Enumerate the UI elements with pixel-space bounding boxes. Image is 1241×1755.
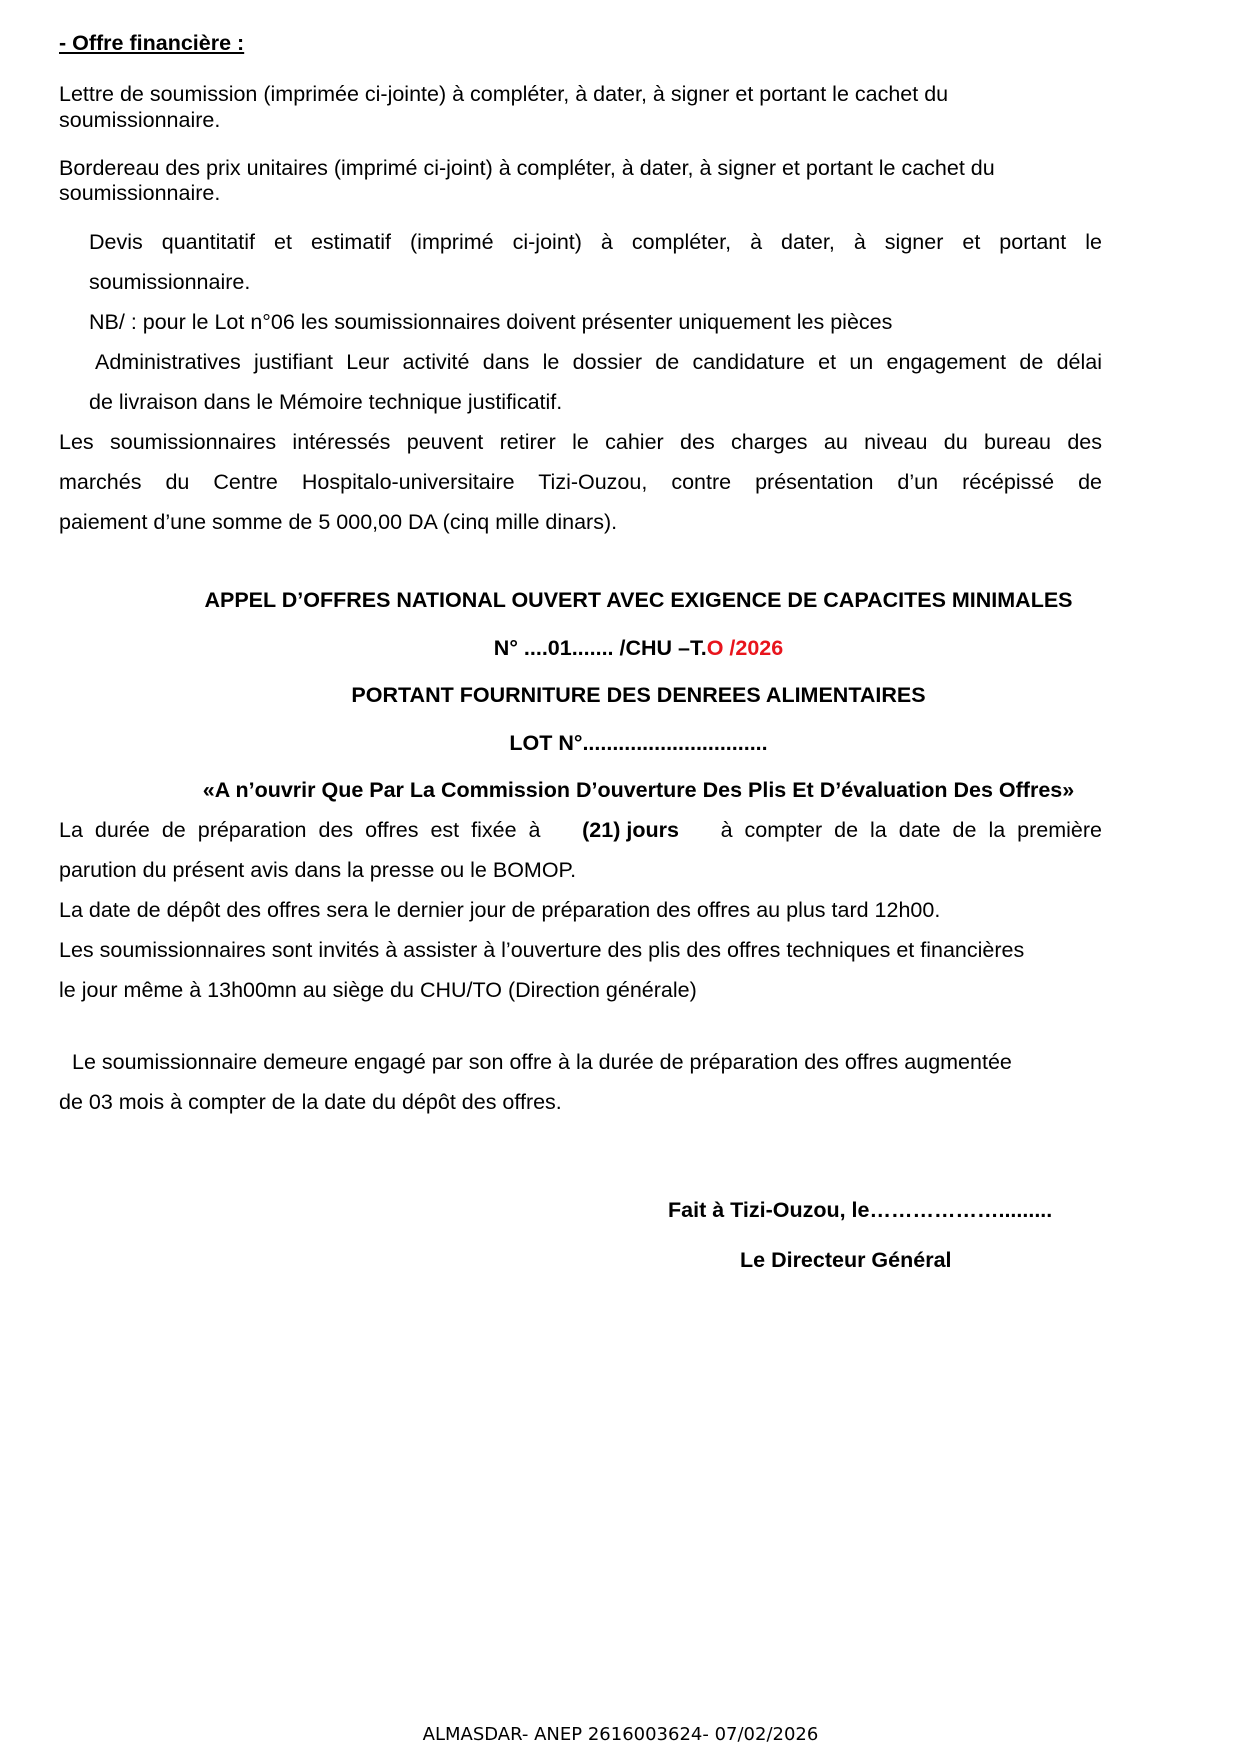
bordereau-line-2: soumissionnaire. — [59, 181, 221, 205]
duree-text-b: à compter de la date de la première — [720, 818, 1102, 842]
ouverture-line-2: le jour même à 13h00mn au siège du CHU/TO (Direction générale) — [59, 978, 697, 1002]
depot-line: La date de dépôt des offres sera le dernier jour de préparation des offres au plus tard 12h00. — [59, 898, 941, 922]
appel-numero — [0, 635, 1241, 661]
signataire: Le Directeur Général — [740, 1248, 952, 1272]
duree-text-a: La durée de préparation des offres est fixée à — [59, 818, 541, 842]
mention-ouverture: «A n’ouvrir Que Par La Commission D’ouverture Des Plis Et D’évaluation Des Offres» — [202, 778, 1075, 802]
appel-title: APPEL D’OFFRES NATIONAL OUVERT AVEC EXIGENCE DE CAPACITES MINIMALES — [204, 588, 1073, 612]
nb-line-3: de livraison dans le Mémoire technique justificatif. — [89, 390, 563, 414]
retrait-line-2: marchés du Centre Hospitalo-universitaire Tizi-Ouzou, contre présentation d’un récépissé de — [59, 470, 1102, 494]
footer-reference: ALMASDAR- ANEP 2616003624- 07/02/2026 — [422, 1724, 819, 1745]
numero-prefix: N° ....01....... /CHU –T. — [493, 636, 707, 660]
section-title: - Offre financière : — [59, 31, 245, 55]
lettre-line-1: Lettre de soumission (imprimée ci-jointe) à compléter, à dater, à signer et portant le cachet du — [59, 82, 949, 106]
objet-title: PORTANT FOURNITURE DES DENREES ALIMENTAIRES — [351, 683, 926, 707]
devis-line-2: soumissionnaire. — [89, 270, 251, 294]
lot-number: LOT N°............................... — [509, 731, 768, 755]
numero-suffix: O /2026 — [706, 636, 784, 660]
engagement-line-1: Le soumissionnaire demeure engagé par son offre à la durée de préparation des offres augmentée — [72, 1050, 1012, 1074]
nb-line-1: NB/ : pour le Lot n°06 les soumissionnaires doivent présenter uniquement les pièces — [89, 310, 893, 334]
engagement-line-2: de 03 mois à compter de la date du dépôt des offres. — [59, 1090, 562, 1114]
ouverture-line-1: Les soumissionnaires sont invités à assister à l’ouverture des plis des offres techniques et financières — [59, 938, 1025, 962]
bordereau-line-1: Bordereau des prix unitaires (imprimé ci-joint) à compléter, à dater, à signer et portant le cachet du — [59, 156, 995, 180]
duree-bold: (21) jours — [582, 818, 679, 842]
nb-line-2: Administratives justifiant Leur activité dans le dossier de candidature et un engagement de délai — [95, 350, 1102, 374]
devis-line-1: Devis quantitatif et estimatif (imprimé ci-joint) à compléter, à dater, à signer et portant le — [89, 230, 1102, 254]
lettre-line-2: soumissionnaire. — [59, 108, 221, 132]
retrait-line-1: Les soumissionnaires intéressés peuvent retirer le cahier des charges au niveau du bureau des — [59, 430, 1102, 454]
lieu-date: Fait à Tizi-Ouzou, le………………......... — [668, 1198, 1053, 1222]
retrait-line-3: paiement d’une somme de 5 000,00 DA (cinq mille dinars). — [59, 510, 618, 534]
duree-line-2: parution du présent avis dans la presse ou le BOMOP. — [59, 858, 577, 882]
duree-line-1 — [59, 817, 1102, 843]
